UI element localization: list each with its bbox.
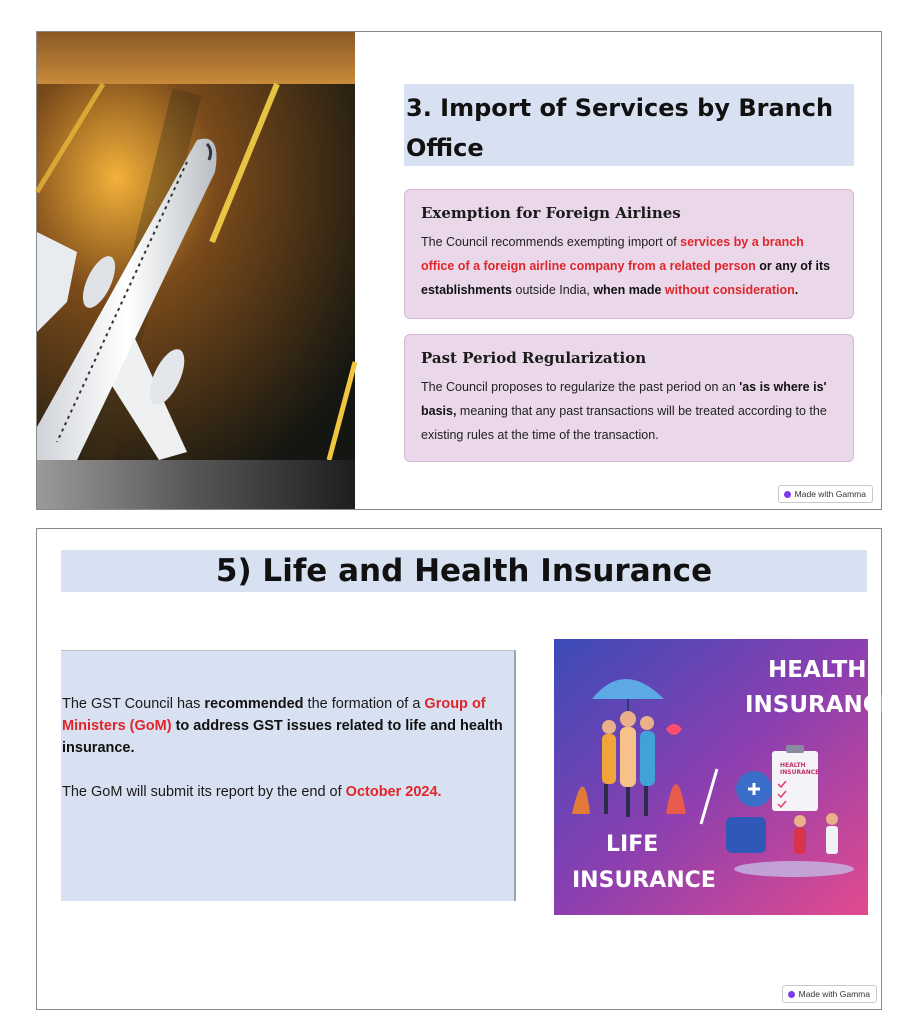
clipboard-label-line1: HEALTH [780, 762, 806, 769]
badge-label: Made with Gamma [794, 489, 866, 499]
body-text: The Council recommends exempting import of [421, 235, 681, 249]
gom-paragraph [62, 693, 514, 759]
health-insurance-label-line1: HEALTH [768, 657, 867, 683]
life-insurance-label-line1: LIFE [606, 832, 659, 857]
clipboard-label-line2: INSURANCE [780, 769, 820, 776]
slide-title: 3. Import of Services by Branch Office [406, 94, 834, 162]
gamma-logo-icon [788, 991, 795, 998]
highlight-text: services by a branch office of a foreign airline company from a related person [421, 235, 804, 273]
exemption-card [404, 189, 854, 319]
made-with-gamma-badge[interactable] [778, 485, 873, 503]
bold-text: . [794, 283, 799, 297]
body-text: the formation of a [303, 696, 425, 712]
insurance-illustration [554, 639, 896, 915]
slide-title-band [61, 550, 867, 592]
slide-title-band [404, 84, 854, 166]
body-text: The GoM will submit its report by the end of [62, 784, 346, 800]
card-heading: Exemption for Foreign Airlines [421, 204, 681, 222]
highlight-text: October 2024. [345, 784, 442, 800]
bold-text: 'as is where is' basis, [421, 380, 827, 418]
life-insurance-label-line2: INSURANCE [572, 868, 716, 893]
slide-import-of-services [36, 31, 882, 510]
body-text: outside India, [512, 283, 594, 297]
body-text: The GST Council has [62, 696, 205, 712]
gamma-logo-icon [784, 491, 791, 498]
slide-life-health-insurance [36, 528, 896, 1010]
past-period-card [404, 334, 854, 462]
gom-text-box [61, 650, 516, 901]
body-text: meaning that any past transactions will be treated according to the existing rules at the time of the transaction. [421, 404, 827, 442]
card-body [421, 230, 837, 302]
card-body [421, 375, 837, 447]
airplane-photo [37, 32, 355, 509]
badge-label: Made with Gamma [798, 989, 870, 999]
bold-text: when made [593, 283, 662, 297]
made-with-gamma-badge[interactable] [782, 985, 877, 1003]
body-text: The Council proposes to regularize the past period on an [421, 380, 740, 394]
bold-text: to address GST issues related to life and health insurance. [62, 718, 503, 756]
bold-text: its establishments [421, 259, 831, 297]
highlight-text: Group of Ministers (GoM) [62, 696, 486, 734]
slide-title: 5) Life and Health Insurance [215, 553, 713, 589]
bold-text: recommended [204, 696, 304, 712]
highlight-text: without consideration [664, 283, 795, 297]
card-heading: Past Period Regularization [421, 349, 647, 367]
report-paragraph [62, 781, 514, 803]
clipboard-icon [772, 745, 819, 811]
health-insurance-label-line2: INSURANCE [745, 692, 896, 718]
bold-text: or any of [755, 259, 816, 273]
